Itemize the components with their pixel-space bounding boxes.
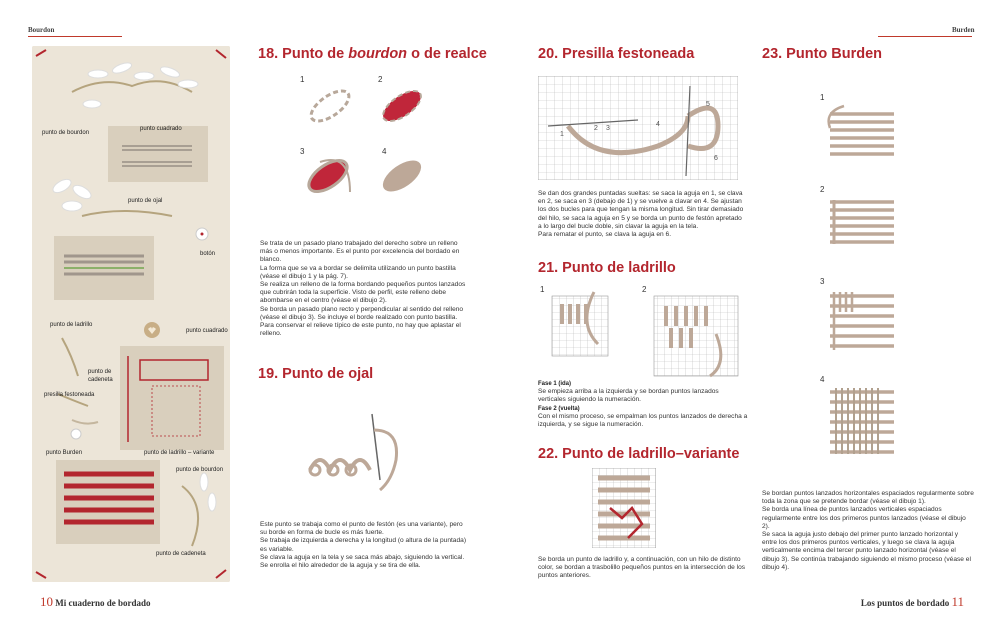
s22-text: Se borda un punto de ladrillo y, a continuación, con un hilo de distinto color, se bordan a trasbolillo pequeños puntos en la intersección de los puntos anteriores. (538, 556, 746, 580)
s21-phase2-label: Fase 2 (vuelta) (538, 405, 580, 412)
s18-step-1: 1 (300, 75, 305, 84)
s23-step-2: 2 (820, 185, 825, 194)
s19-text: Este punto se trabaja como el punto de festón (es una variante), pero su borde en forma de bucle es más fuerte. Se trabaja de izquierda a derecha y la longitud (o altura de la puntada) es variable. Se clava la aguja en la tela y se saca más abajo, siguiendo la vertical. Se enrolla el hilo alrededor de la aguja y se tira de ella. (260, 521, 467, 570)
s20-num-2: 2 (594, 125, 598, 132)
s18-title: 18. Punto de bourdon o de realce (258, 46, 487, 62)
s20-title: 20. Presilla festoneada (538, 46, 695, 62)
s22-diagram (592, 468, 656, 548)
label-ladrillo-variante: punto de ladrillo – variante (144, 450, 215, 456)
s22-title: 22. Punto de ladrillo–variante (538, 446, 740, 462)
s18-step-4: 4 (382, 147, 387, 156)
s23-diagram (814, 92, 904, 472)
header-left: Bourdon (28, 26, 55, 34)
sampler-photo (32, 46, 230, 582)
footer-left-title: Mi cuaderno de bordado (55, 598, 151, 608)
s19-title: 19. Punto de ojal (258, 366, 374, 382)
s18-step-3: 3 (300, 147, 305, 156)
label-cuadrado: punto cuadrado (140, 126, 182, 132)
s18-diagram (290, 72, 440, 202)
label-boton: botón (200, 251, 216, 257)
s21-title: 21. Punto de ladrillo (538, 260, 676, 276)
s19-diagram (300, 410, 410, 500)
s23-text: Se bordan puntos lanzados horizontales espaciados regularmente sobre toda la zona que se pretende bordar (véase el dibujo 1). Se borda una línea de puntos lanzados verticales espaciados regularmente entre los dos primeros puntos lanzados (véase el dibujo 2). Se saca la aguja justo debajo del primer punto lanzado horizontal y entre los dos primeros puntos verticales, y luego se clava la aguja verticalmente encima del tercer punto lanzado horizontal (véase el dibujo 3). Se continúa trabajando siguiendo el mismo proceso (véase el dibujo 4). (762, 490, 974, 571)
label-bourdon-2: punto de bourdon (176, 467, 224, 473)
s20-num-1: 1 (560, 131, 564, 138)
s21-phase1-text: Se empieza arriba a la izquierda y se bordan puntos lanzados verticales siguiendo la numeración. (538, 388, 719, 404)
s23-step-4: 4 (820, 375, 825, 384)
page-number-right: 11 (951, 594, 964, 609)
label-festoneada: presilla festoneada (44, 392, 95, 398)
s21-diagram (538, 284, 748, 380)
s20-num-6: 6 (714, 155, 718, 162)
s20-diagram (538, 76, 738, 180)
s20-text: Se dan dos grandes puntadas sueltas: se saca la aguja en 1, se clava en 2, se saca en 3 (debajo de 1) y se vuelve a clavar en 4. Se ajustan los dos bucles para que tengan la misma longitud. Sin tirar demasiado del hilo, se saca la aguja en 5 y se borda un punto de festón apretado a lo largo del bucle doble, sin clavar la aguja en la tela. Para rematar el punto, se clava la aguja en 6. (538, 190, 744, 239)
header-rule-left (28, 36, 122, 37)
s20-num-5: 5 (706, 101, 710, 108)
s23-title: 23. Punto Burden (762, 46, 883, 62)
footer-left (40, 594, 151, 610)
s21-phase2-text: Con el mismo proceso, se empalman los puntos lanzados de derecha a izquierda, y se sigue la numeración. (538, 412, 748, 429)
s21-step-1: 1 (540, 285, 545, 294)
s20-num-4: 4 (656, 121, 660, 128)
header-right: Burden (952, 26, 975, 34)
page-number-left: 10 (40, 594, 53, 609)
label-ladrillo: punto de ladrillo (50, 322, 93, 328)
s18-text: Se trata de un pasado plano trabajado del derecho sobre un relleno más o menos importante. Es el punto por excelencia del bordado en blanco. La forma que se va a bordar se delimita utilizando un punto bastilla (véase el dibujo 1 y la pág. 7). Se realiza un relleno de la forma bordando pequeños puntos lanzados que cubrirán toda la superficie. Visto de perfil, este relleno debe abombarse en el centro (véase el dibujo 2). Se borda un pasado plano recto y perpendicular al sentido del relleno (véase el dibujo 3). Se incluye el borde realizado con punto bastilla. Para conservar el relieve típico de este punto, no hay que aplastar el relleno. (260, 240, 466, 338)
s21-step-2: 2 (642, 285, 647, 294)
s23-step-3: 3 (820, 277, 825, 286)
label-cadeneta: punto de cadeneta (88, 369, 113, 383)
s21-text (538, 380, 748, 429)
label-burden: punto Burden (46, 450, 83, 456)
s23-step-1: 1 (820, 93, 825, 102)
label-bourdon: punto de bourdon (42, 130, 90, 136)
label-ojal: punto de ojal (128, 198, 163, 204)
label-cuadrado-2: punto cuadrado (186, 328, 228, 334)
header-rule-right (878, 36, 972, 37)
s20-num-3: 3 (606, 125, 610, 132)
footer-right-title: Los puntos de bordado (860, 598, 950, 608)
label-cadeneta-2: punto de cadeneta (156, 551, 206, 557)
footer-right (861, 594, 964, 610)
s18-step-2: 2 (378, 75, 383, 84)
s21-phase1-label: Fase 1 (ida) (538, 381, 572, 387)
